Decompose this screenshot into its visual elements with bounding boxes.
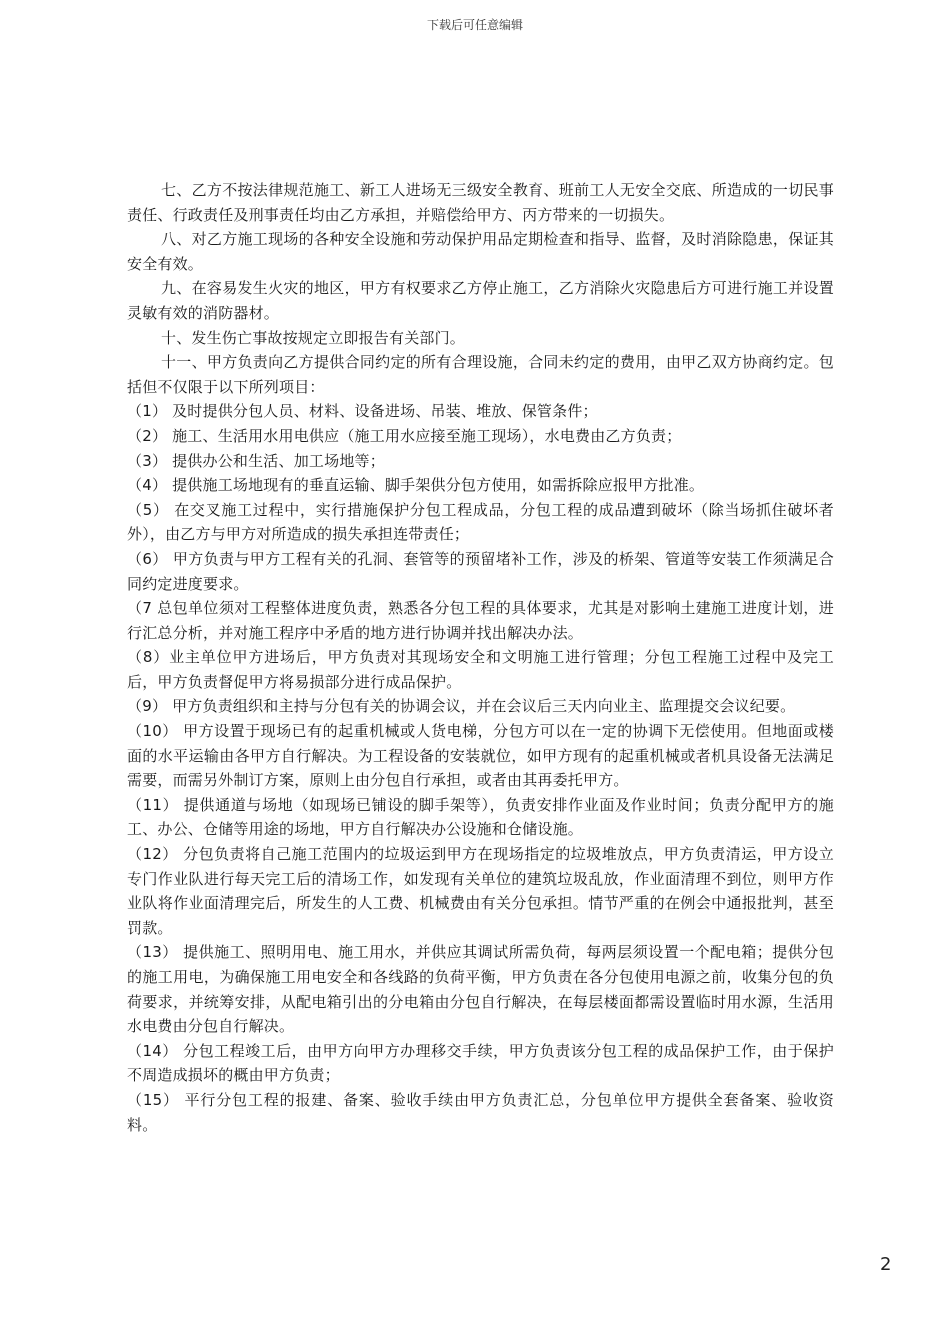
list-item-12: （12） 分包负责将自己施工范围内的垃圾运到甲方在现场指定的垃圾堆放点，甲方负责清运，甲方设立专门作业队进行每天完工后的清场工作，如发现有关单位的建筑垃圾乱放，作业面清理不到位，则甲方作业队将作业面清理完后，所发生的人工费、机械费由有关分包承担。情节严重的在例会中通报批判，甚至罚款。 (127, 845, 834, 937)
list-item-15: （15） 平行分包工程的报建、备案、验收手续由甲方负责汇总，分包单位甲方提供全套备案、验收资料。 (127, 1090, 834, 1134)
list-item-2: （2） 施工、生活用水用电供应（施工用水应接至施工现场），水电费由乙方负责； (127, 426, 682, 445)
page-header: 下载后可任意编辑 (426, 18, 523, 32)
list-item-8: （8）业主单位甲方进场后，甲方负责对其现场安全和文明施工进行管理；分包工程施工过程中及完工后，甲方负责督促甲方将易损部分进行成品保护。 (127, 648, 834, 691)
clause-8: 八、对乙方施工现场的各种安全设施和劳动保护用品定期检查和指导、监督，及时消除隐患，保证其安全有效。 (127, 230, 834, 273)
clause-9: 九、在容易发生火灾的地区，甲方有权要求乙方停止施工，乙方消除火灾隐患后方可进行施工并设置灵敏有效的消防器材。 (127, 279, 834, 322)
list-item-5: （5） 在交叉施工过程中，实行措施保护分包工程成品，分包工程的成品遭到破坏（除当场抓住破坏者外），由乙方与甲方对所造成的损失承担连带责任； (127, 500, 834, 544)
list-item-7: （7 总包单位须对工程整体进度负责，熟悉各分包工程的具体要求，尤其是对影响土建施工进度计划，进行汇总分析，并对施工程序中矛盾的地方进行协调并找出解决办法。 (127, 599, 834, 642)
page-number: 2 (880, 1254, 892, 1275)
clause-10: 十、发生伤亡事故按规定立即报告有关部门。 (161, 328, 466, 347)
clause-11: 十一、甲方负责向乙方提供合同约定的所有合理设施，合同未约定的费用，由甲乙双方协商约定。包括但不仅限于以下所列项目： (127, 353, 834, 396)
list-item-10: （10） 甲方设置于现场已有的起重机械或人货电梯，分包方可以在一定的协调下无偿使用。但地面或楼面的水平运输由各甲方自行解决。为工程设备的安装就位，如甲方现有的起重机械或者机具设备无法满足需要，而需另外制订方案，原则上由分包自行承担，或者由其再委托甲方。 (127, 722, 834, 790)
list-item-6: （6） 甲方负责与甲方工程有关的孔洞、套管等的预留堵补工作，涉及的桥架、管道等安装工作须满足合同约定进度要求。 (127, 549, 834, 593)
list-item-13: （13） 提供施工、照明用电、施工用水，并供应其调试所需负荷，每两层须设置一个配电箱；提供分包的施工用电，为确保施工用电安全和各线路的负荷平衡，甲方负责在各分包使用电源之前，收集分包的负荷要求，并统筹安排，从配电箱引出的分电箱由分包自行解决，在每层楼面都需设置临时用水源，生活用水电费由分包自行解决。 (127, 943, 834, 1036)
list-item-11: （11） 提供通道与场地（如现场已铺设的脚手架等），负责安排作业面及作业时间；负责分配甲方的施工、办公、仓储等用途的场地，甲方自行解决办公设施和仓储设施。 (127, 795, 834, 839)
list-item-1: （1） 及时提供分包人员、材料、设备进场、吊装、堆放、保管条件； (127, 402, 598, 421)
list-item-9: （9） 甲方负责组织和主持与分包有关的协调会议，并在会议后三天内向业主、监理提交会议纪要。 (127, 697, 796, 716)
list-item-14: （14） 分包工程竣工后，由甲方向甲方办理移交手续，甲方负责该分包工程的成品保护工作，由于保护不周造成损坏的概由甲方负责； (127, 1041, 834, 1085)
document-body (127, 178, 834, 1137)
list-item-4: （4） 提供施工场地现有的垂直运输、脚手架供分包方使用，如需拆除应报甲方批准。 (127, 476, 705, 495)
clause-7: 七、乙方不按法律规范施工、新工人进场无三级安全教育、班前工人无安全交底、所造成的一切民事责任、行政责任及刑事责任均由乙方承担，并赔偿给甲方、丙方带来的一切损失。 (127, 181, 834, 224)
list-item-3: （3） 提供办公和生活、加工场地等； (127, 451, 385, 470)
